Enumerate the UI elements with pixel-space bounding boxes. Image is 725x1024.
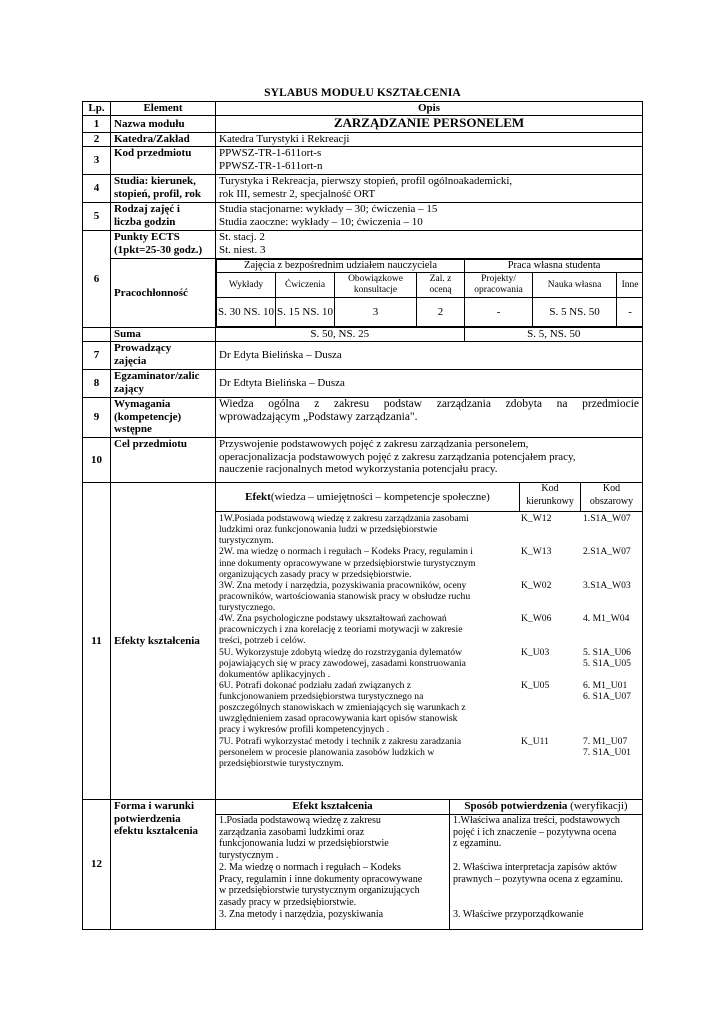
kod-obszarowy-header: Kod obszarowy bbox=[589, 483, 634, 507]
col-header: Wykłady bbox=[217, 273, 276, 298]
verification-body bbox=[216, 815, 642, 929]
effect-text: 6U. Potrafi dokonać podziału zadań związanych z bbox=[219, 679, 412, 691]
label-line: Egzaminator/zalic bbox=[114, 370, 200, 383]
row-6-workload bbox=[83, 259, 643, 328]
effect-kod-kierunkowy: K_W02 bbox=[521, 579, 552, 591]
study-value bbox=[216, 175, 643, 203]
label-line: Studia: kierunek, bbox=[114, 175, 196, 187]
effect-kod-kierunkowy bbox=[519, 591, 581, 602]
verification-effect-line: 3. Zna metody i narzędzia, pozyskiwania bbox=[219, 908, 384, 920]
effect-kod-kierunkowy: K_W13 bbox=[521, 546, 552, 558]
effect-item bbox=[219, 647, 642, 680]
effects-cell bbox=[216, 483, 643, 800]
effect-item bbox=[219, 513, 642, 546]
table-header-row bbox=[83, 102, 643, 116]
effect-kod-kierunkowy bbox=[519, 669, 581, 680]
class-hours-value bbox=[216, 203, 643, 231]
row-label bbox=[111, 398, 216, 438]
effect-kod-kierunkowy bbox=[519, 569, 581, 580]
effect-line bbox=[219, 736, 642, 747]
value-line: rok III, semestr 2, specjalność ORT bbox=[219, 187, 376, 200]
verification-method-header bbox=[450, 800, 642, 814]
label-line: (1pkt=25-30 godz.) bbox=[114, 243, 203, 256]
value-line: Turystyka i Rekreacja, pierwszy stopień, profil ogólnoakademicki, bbox=[219, 175, 513, 187]
effect-line bbox=[219, 624, 642, 635]
syllabus-table bbox=[82, 101, 643, 930]
row-8 bbox=[83, 370, 643, 398]
effect-line bbox=[219, 580, 642, 591]
col-header: Inne bbox=[617, 273, 643, 298]
effect-line bbox=[219, 702, 642, 713]
row-label bbox=[111, 800, 216, 930]
effect-text: ludzkimi oraz funkcjonowania ludzi w przedsiębiorstwie bbox=[219, 524, 438, 536]
effect-kod-obszarowy: 6. M1_U01 bbox=[583, 679, 628, 691]
effect-kod-kierunkowy bbox=[519, 758, 581, 769]
effect-kod-obszarowy bbox=[581, 535, 642, 546]
col-header: Obowiązkowe konsultacje bbox=[335, 273, 417, 298]
label-line: zający bbox=[114, 382, 144, 395]
effects-header-effect bbox=[216, 483, 520, 511]
effect-kod-obszarowy bbox=[581, 669, 642, 680]
effect-line bbox=[219, 602, 642, 613]
effect-line bbox=[219, 747, 642, 758]
suma-label: Suma bbox=[111, 328, 216, 342]
effect-line bbox=[219, 546, 642, 557]
row-10 bbox=[83, 438, 643, 483]
effect-text: pracy i wykresów profili kompetencyjnych . bbox=[219, 724, 389, 736]
effect-text: 2W. ma wiedzę o normach i regułach – Kodeks Pracy, regulamin i bbox=[219, 546, 473, 558]
effect-line bbox=[219, 613, 642, 624]
effect-kod-obszarowy bbox=[581, 558, 642, 569]
effect-kod-obszarowy bbox=[581, 602, 642, 613]
hours-value: S. 15 NS. 10 bbox=[276, 298, 335, 327]
row-1 bbox=[83, 116, 643, 133]
effect-kod-obszarowy bbox=[581, 635, 642, 646]
effect-line bbox=[219, 558, 642, 569]
row-number: 7 bbox=[83, 342, 111, 370]
effect-text: poszczególnych stanowiskach w zmieniających się warunkach z bbox=[219, 702, 466, 714]
value-line: operacjonalizacja podstawowych pojęć z zakresu zarządzania potencjałem pracy, bbox=[219, 450, 576, 463]
effect-kod-kierunkowy bbox=[519, 713, 581, 724]
effect-line bbox=[219, 713, 642, 724]
effects-list bbox=[216, 512, 642, 769]
verification-effect-line: Pracy, regulamin i inne dokumenty opracowywane bbox=[219, 873, 423, 885]
effect-kod-obszarowy: 1.S1A_W07 bbox=[583, 513, 631, 525]
label-line: (kompetencje) bbox=[114, 410, 182, 423]
header-lp: Lp. bbox=[83, 102, 111, 116]
effect-kod-kierunkowy: K_W12 bbox=[521, 513, 552, 525]
effect-kod-kierunkowy: K_U05 bbox=[521, 679, 550, 691]
effect-kod-kierunkowy bbox=[519, 624, 581, 635]
effect-text: inne dokumenty opracowywane w przedsiębiorstwie turystycznym bbox=[219, 557, 476, 569]
effect-line bbox=[219, 647, 642, 658]
effect-line bbox=[219, 591, 642, 602]
suma-teacher: S. 50, NS. 25 bbox=[216, 328, 464, 341]
verification-method-line bbox=[453, 897, 642, 909]
verification-header bbox=[216, 800, 642, 815]
effect-line bbox=[219, 569, 642, 580]
verification-method-line bbox=[453, 850, 642, 862]
effect-line bbox=[219, 758, 642, 769]
effect-kod-kierunkowy bbox=[519, 658, 581, 669]
effect-kod-obszarowy bbox=[581, 624, 642, 635]
value-line: St. stacj. 2 bbox=[219, 231, 265, 243]
effect-kod-obszarowy bbox=[581, 702, 642, 713]
value-line: Studia stacjonarne: wykłady – 30; ćwiczenia – 15 bbox=[219, 203, 438, 215]
verification-effect-line: 1.Posiada podstawową wiedzę z zakresu bbox=[219, 815, 381, 827]
row-6-ects bbox=[83, 231, 643, 259]
empty-cell bbox=[83, 328, 111, 342]
label-line: Prowadzący bbox=[114, 342, 172, 355]
hours-value: S. 30 NS. 10 bbox=[217, 298, 276, 327]
value-line: Studia zaoczne: wykłady – 10; ćwiczenia – 10 bbox=[219, 215, 423, 228]
effect-item bbox=[219, 613, 642, 646]
requirements-value bbox=[216, 398, 643, 438]
value-line: nauczenie racjonalnych metod wykorzystania potencjału pracy. bbox=[219, 463, 498, 476]
verification-cell bbox=[216, 800, 643, 930]
workload-grid bbox=[216, 259, 643, 328]
header-opis: Opis bbox=[216, 102, 643, 116]
effect-line bbox=[219, 658, 642, 669]
page-title: SYLABUS MODUŁU KSZTAŁCENIA bbox=[264, 87, 461, 99]
effect-text: 5U. Wykorzystuje zdobytą wiedzę do rozstrzygania dylematów bbox=[219, 646, 463, 658]
hours-value: 2 bbox=[417, 298, 465, 327]
row-label: Cel przedmiotu bbox=[111, 438, 216, 483]
row-4 bbox=[83, 175, 643, 203]
workload-table bbox=[216, 259, 643, 327]
effect-text: przedsiębiorstwie turystycznym. bbox=[219, 757, 344, 769]
course-code-line: PPWSZ-TR-1-611ort-n bbox=[219, 159, 323, 172]
row-number: 12 bbox=[83, 800, 111, 930]
suma-grid bbox=[216, 328, 643, 342]
row-number: 10 bbox=[83, 438, 111, 483]
suma-table bbox=[216, 328, 643, 341]
verification-method-line: 3. Właściwe przyporządkowanie bbox=[453, 908, 584, 920]
row-5 bbox=[83, 203, 643, 231]
ects-label bbox=[111, 231, 216, 259]
effect-kod-obszarowy: 3.S1A_W03 bbox=[583, 579, 631, 591]
col-header: Ćwiczenia bbox=[276, 273, 335, 298]
effect-line bbox=[219, 724, 642, 735]
objective-value bbox=[216, 438, 643, 483]
department-value: Katedra Turystyki i Rekreacji bbox=[216, 133, 643, 147]
effect-text: 3W. Zna metody i narzędzia, pozyskiwania pracowników, oceny bbox=[219, 579, 467, 591]
verification-effect-line: turystycznym . bbox=[219, 850, 279, 862]
effect-item bbox=[219, 680, 642, 736]
effect-text: dokumentów aplikacyjnych . bbox=[219, 668, 331, 680]
effect-text: turystycznym. bbox=[219, 535, 274, 547]
verification-effect-line: 2. Ma wiedzę o normach i regułach – Kodeks bbox=[219, 861, 401, 873]
verification-method-line: prawnych – pozytywna ocena z egzaminu. bbox=[453, 873, 623, 885]
verification-method-line: 2. Właściwa interpretacja zapisów aktów bbox=[453, 861, 617, 873]
effect-text: pojawiających się w pracy zawodowej, zasadami konstruowania bbox=[219, 657, 466, 669]
ects-value bbox=[216, 231, 643, 259]
label-line: Wymagania bbox=[114, 398, 171, 411]
lecturer-value: Dr Edyta Bielińska – Dusza bbox=[216, 342, 643, 370]
suma-student: S. 5, NS. 50 bbox=[527, 328, 581, 341]
effect-line bbox=[219, 535, 642, 546]
effect-kod-obszarowy bbox=[581, 713, 642, 724]
label-line: potwierdzenia bbox=[114, 812, 181, 825]
effect-kod-obszarowy bbox=[581, 758, 642, 769]
row-9 bbox=[83, 398, 643, 438]
effect-rest: (wiedza – umiejętności – kompetencje społeczne) bbox=[270, 490, 490, 503]
effect-kod-obszarowy: 5. S1A_U05 bbox=[583, 657, 631, 669]
effect-line bbox=[219, 669, 642, 680]
row-11 bbox=[83, 483, 643, 800]
row-number: 5 bbox=[83, 203, 111, 231]
label-line: zajęcia bbox=[114, 354, 147, 367]
method-bold: Sposób potwierdzenia bbox=[464, 800, 568, 813]
value-line: wprowadzającym „Podstawy zarządzania". bbox=[219, 411, 418, 424]
effect-bold: Efekt bbox=[245, 490, 271, 503]
course-code-value bbox=[216, 147, 643, 175]
verification-effect-line: zarządzania zasobami ludzkimi oraz bbox=[219, 826, 365, 838]
label-line: liczba godzin bbox=[114, 215, 176, 228]
header-element: Element bbox=[111, 102, 216, 116]
value-line: Przyswojenie podstawowych pojęć z zakresu zarządzania personelem, bbox=[219, 438, 529, 451]
effect-kod-kierunkowy bbox=[519, 535, 581, 546]
effect-text: 7U. Potrafi wykorzystać metody i technik z zakresu zaradzania bbox=[219, 735, 462, 747]
effect-text: turystycznego. bbox=[219, 602, 276, 614]
hours-value: - bbox=[617, 298, 643, 327]
row-label bbox=[111, 370, 216, 398]
group-student: Praca własna studenta bbox=[465, 260, 643, 273]
effect-kod-kierunkowy bbox=[519, 691, 581, 702]
verification-effect-line: funkcjonowania ludzi w przedsiębiorstwie bbox=[219, 838, 389, 850]
effect-kod-kierunkowy: K_U03 bbox=[521, 646, 550, 658]
label-line: wstępne bbox=[114, 423, 152, 436]
hours-value: S. 5 NS. 50 bbox=[533, 298, 617, 327]
verification-method-line: z egzaminu. bbox=[453, 838, 502, 850]
verification-effect-line: zasady pracy w przedsiębiorstwie. bbox=[219, 896, 357, 908]
verification-method-line: pojęć i ich znaczenie – pozytywna ocena bbox=[453, 826, 617, 838]
row-number: 9 bbox=[83, 398, 111, 438]
label-line: Punkty ECTS bbox=[114, 231, 180, 243]
value-line: St. niest. 3 bbox=[219, 243, 266, 256]
row-3 bbox=[83, 147, 643, 175]
effects-header bbox=[216, 483, 642, 512]
row-7 bbox=[83, 342, 643, 370]
effect-kod-obszarowy: 7. M1_U07 bbox=[583, 735, 628, 747]
row-label bbox=[111, 342, 216, 370]
verification-method-line bbox=[453, 885, 642, 897]
effect-kod-obszarowy bbox=[581, 569, 642, 580]
row-number: 11 bbox=[83, 483, 111, 800]
effect-kod-kierunkowy: K_U11 bbox=[521, 735, 549, 747]
kod-kierunkowy-header: Kod kierunkowy bbox=[520, 483, 581, 511]
row-number: 2 bbox=[83, 133, 111, 147]
verification-effects bbox=[216, 815, 450, 929]
effect-kod-obszarowy bbox=[581, 591, 642, 602]
effect-text: 4W. Zna psychologiczne podstawy ukształtowań zachowań bbox=[219, 613, 447, 625]
row-number: 3 bbox=[83, 147, 111, 175]
effect-line bbox=[219, 524, 642, 535]
effect-text: pracowniczych i zna korelację z teoriami motywacji w zakresie bbox=[219, 624, 463, 636]
value-line: Wiedza ogólna z zakresu podstaw zarządzania zdobyta na przedmiocie bbox=[219, 398, 639, 411]
effect-kod-obszarowy bbox=[581, 524, 642, 535]
label-line: Rodzaj zajęć i bbox=[114, 203, 180, 215]
verification-methods bbox=[450, 815, 642, 929]
verification-effect-line: w przedsiębiorstwie turystycznym organizujących bbox=[219, 885, 420, 897]
effect-text: organizujących zasady pracy w przedsiębiorstwie. bbox=[219, 568, 412, 580]
effect-kod-obszarowy: 6. S1A_U07 bbox=[583, 691, 631, 703]
effect-text: pracowników, wartościowania stanowisk pracy w obsłudze ruchu bbox=[219, 590, 471, 602]
row-label: Efekty kształcenia bbox=[111, 483, 216, 800]
course-code-line: PPWSZ-TR-1-611ort-s bbox=[219, 147, 322, 159]
effect-kod-kierunkowy bbox=[519, 524, 581, 535]
row-label: Kod przedmiotu bbox=[111, 147, 216, 175]
workload-label: Pracochłonność bbox=[111, 259, 216, 328]
hours-value: 3 bbox=[335, 298, 417, 327]
effect-kod-kierunkowy bbox=[519, 635, 581, 646]
label-line: stopień, profil, rok bbox=[114, 187, 201, 200]
effect-text: personelem w procesie planowania zasobów ludzkich w bbox=[219, 746, 435, 758]
verification-method-line: 1.Właściwa analiza treści, podstawowych bbox=[453, 815, 620, 827]
module-name: ZARZĄDZANIE PERSONELEM bbox=[216, 116, 643, 133]
row-label bbox=[111, 175, 216, 203]
effect-line bbox=[219, 635, 642, 646]
effect-line bbox=[219, 513, 642, 524]
label-line: Forma i warunki bbox=[114, 800, 195, 813]
effect-kod-obszarowy: 7. S1A_U01 bbox=[583, 746, 631, 758]
row-label: Katedra/Zakład bbox=[111, 133, 216, 147]
effect-item bbox=[219, 736, 642, 769]
effect-kod-kierunkowy bbox=[519, 602, 581, 613]
effect-kod-obszarowy: 5. S1A_U06 bbox=[583, 646, 631, 658]
effect-kod-kierunkowy bbox=[519, 747, 581, 758]
examiner-value: Dr Edtyta Bielińska – Dusza bbox=[216, 370, 643, 398]
hours-value: - bbox=[465, 298, 533, 327]
effect-text: treści, potrzeb i celów. bbox=[219, 635, 306, 647]
col-header: Nauka własna bbox=[533, 273, 617, 298]
effect-kod-kierunkowy bbox=[519, 724, 581, 735]
col-header: Projekty/ opracowania bbox=[465, 273, 533, 298]
effect-text: 1W.Posiada podstawową wiedzę z zakresu zarządzania zasobami bbox=[219, 513, 469, 525]
effect-kod-kierunkowy bbox=[519, 558, 581, 569]
effect-text: funkcjonowaniem przedsiębiorstwa turystycznego na bbox=[219, 691, 424, 703]
row-label bbox=[111, 203, 216, 231]
row-2 bbox=[83, 133, 643, 147]
col-header: Zal. z oceną bbox=[417, 273, 465, 298]
effect-item bbox=[219, 546, 642, 579]
row-number: 8 bbox=[83, 370, 111, 398]
group-teacher: Zajęcia z bezpośrednim udziałem nauczyciela bbox=[217, 260, 465, 273]
effect-kod-kierunkowy: K_W06 bbox=[521, 613, 552, 625]
effect-line bbox=[219, 691, 642, 702]
row-number: 1 bbox=[83, 116, 111, 133]
row-suma bbox=[83, 328, 643, 342]
effect-item bbox=[219, 580, 642, 613]
row-number: 4 bbox=[83, 175, 111, 203]
row-12 bbox=[83, 800, 643, 930]
row-number: 6 bbox=[83, 231, 111, 328]
verification-effect-header: Efekt kształcenia bbox=[216, 800, 450, 814]
effect-text: uwzględnieniem zasad opracowywania kart opisów stanowisk bbox=[219, 713, 458, 725]
effect-kod-obszarowy: 4. M1_W04 bbox=[583, 613, 630, 625]
effect-kod-kierunkowy bbox=[519, 702, 581, 713]
effect-kod-obszarowy bbox=[581, 724, 642, 735]
row-label: Nazwa modułu bbox=[111, 116, 216, 133]
label-line: efektu kształcenia bbox=[114, 825, 199, 838]
effect-line bbox=[219, 680, 642, 691]
effect-kod-obszarowy: 2.S1A_W07 bbox=[583, 546, 631, 558]
method-rest: (weryfikacji) bbox=[567, 800, 628, 813]
